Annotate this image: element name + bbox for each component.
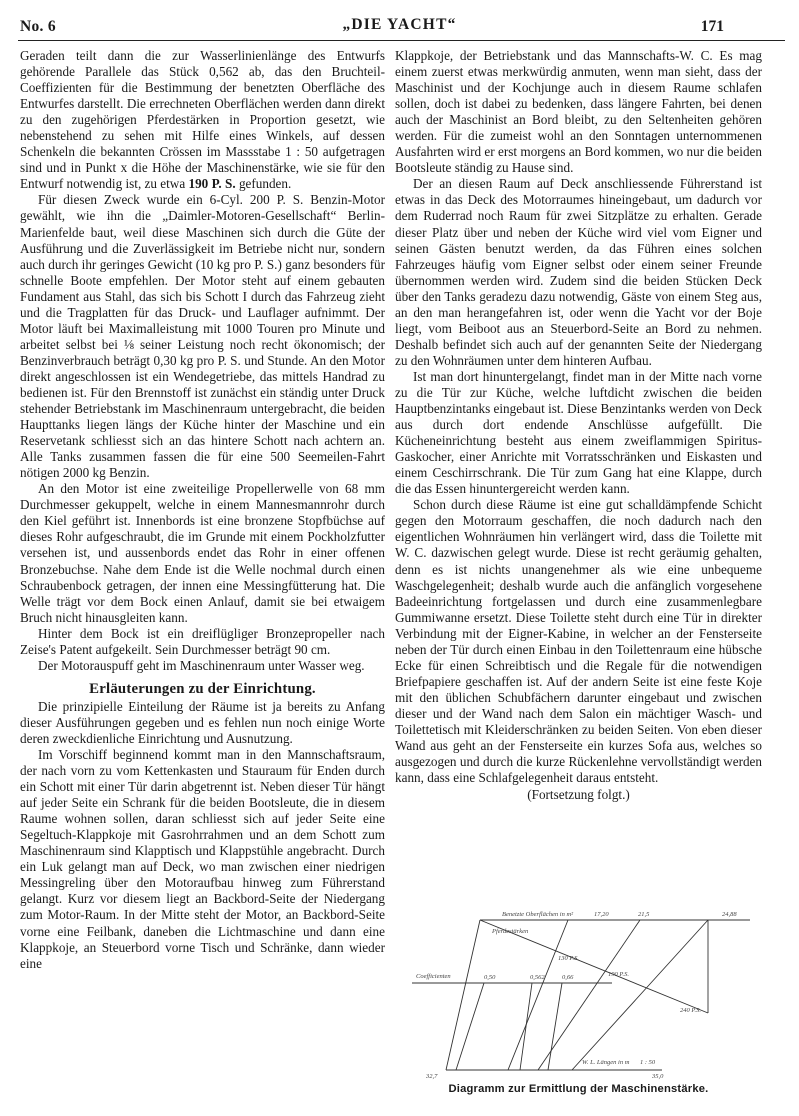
projection-line bbox=[520, 983, 532, 1070]
left-column bbox=[20, 48, 385, 972]
projection-line bbox=[548, 983, 562, 1070]
issue-number: No. 6 bbox=[20, 18, 56, 35]
paragraph: Klappkoje, der Betriebstank und das Mannschafts-W. C. Es mag einem zuerst etwas merkwürdig anmuten, wenn man sieht, dass der Maschinist und der Kochjunge auch in diesem Raume schlafen sollen, doch ist dabei zu bedenken, dass längere Fahrten, bei denen auch der Maschinist an Bord bleibt, zu den Seltenheiten gehören werden. Für die zumeist wohl an den Sonntagen unternommenen Ausfahrten wird er erst morgens an Bord kommen, wo nur die beiden Bootsleute ständig zu Hause sind. bbox=[395, 48, 762, 176]
paragraph: Der an diesen Raum auf Deck anschliessende Führerstand ist etwas in das Deck des Motorraumes hineingebaut, um dadurch vor dem Ruderrad noch Raum für zwei Sitzplätze zu erhalten. Gerade dieser Platz über und neben der Küche wird viel vom Eigner und seinen Gästen benutzt werden, da das Führen eines solchen Fahrzeuges häufig vom Eigner selbst oder einem seiner Freunde übernommen werden wird. Zudem sind die beiden Stücken Deck über den Tanks geradezu dazu notwendig, Gäste von einem Steg aus, an den man herangefahren ist, oder wenn die Yacht vor der Boje liegt, vom Beiboot aus an Steuerbord-Seite an Bord zu nehmen. Deshalb befindet sich auch auf der genannten Seite der Niedergang zu den Wohnräumen unter dem hinteren Aufbau. bbox=[395, 176, 762, 368]
diagonal-value: 130 P.S. bbox=[558, 955, 580, 962]
continuation-note: (Fortsetzung folgt.) bbox=[527, 787, 630, 803]
mid-value: 0,50 bbox=[484, 974, 496, 981]
top-value: 24,88 bbox=[722, 911, 737, 918]
top-axis-label: Benetzte Oberflächen in m² bbox=[502, 911, 574, 918]
right-column bbox=[395, 48, 762, 803]
top-value: 21,5 bbox=[638, 911, 650, 918]
diagonal-value: 190 P.S. bbox=[608, 971, 630, 978]
bottom-axis-label: W. L. Längen in m bbox=[582, 1059, 630, 1066]
section-heading: Erläuterungen zu der Einrichtung. bbox=[89, 680, 316, 697]
projection-line bbox=[456, 983, 484, 1070]
diagram-drawing bbox=[412, 900, 757, 1090]
mid-value: 0,562 bbox=[530, 974, 545, 981]
diagram-lines bbox=[412, 920, 750, 1070]
paragraph: Ist man dort hinuntergelangt, findet man in der Mitte nach vorne zu die Tür zur Küche, welche luftdicht zwischen die beiden Hauptbenzintanks eingebaut ist. Diese Benzintanks werden von Deck aus durch dort endende Anschlüsse aufgefüllt. Die Kücheneinrichtung besteht aus einem zweiflammigen Spiritus-Gaskocher, einer Anrichte mit Vorratsschränken und Eiskasten und einem Ceschirrschrank. Die Tür zum Gang hat eine Klappe, durch die das Essen hinuntergereicht werden kann. bbox=[395, 368, 762, 497]
paragraph bbox=[20, 48, 385, 192]
bottom-value: 35,0 bbox=[652, 1073, 664, 1080]
projection-line bbox=[508, 920, 568, 1070]
paragraph: Die prinzipielle Einteilung der Räume ist ja bereits zu Anfang dieser Ausführungen gegeben und es fehlen nun noch einige Worte deren zweckdienliche Einrichtung und Ausnutzung. bbox=[20, 698, 385, 746]
paragraph: An den Motor ist eine zweiteilige Propellerwelle von 68 mm Durchmesser gekuppelt, welche in einem Mannesmannrohr durch den Kiel geführt ist. Innenbords ist eine bronzene Stopfbüchse auf dieses Rohr aufgeschraubt, die im Grunde mit einem Pockholzfutter versehen ist, und aussenbords endet das Rohr in einer offenen Bronzebuchse. Nahe dem Ende ist die Welle nochmal durch einen Schraubenbock getragen, der innen eine Messingfütterung hat. Die Welle trägt vor dem Bock einen Anlauf, damit sie bei etwaigem Bruch nicht hinausgleiten kann. bbox=[20, 481, 385, 625]
journal-title: „DIE YACHT“ bbox=[342, 16, 457, 33]
top-value: 17,20 bbox=[594, 911, 609, 918]
bottom-scale-value: 1 : 50 bbox=[640, 1059, 656, 1066]
figure-caption: Diagramm zur Ermittlung der Maschinenstärke. bbox=[448, 1083, 709, 1095]
horsepower-result: 190 P. S. bbox=[188, 176, 236, 192]
projection-line bbox=[538, 920, 640, 1070]
paragraph: Im Vorschiff beginnend kommt man in den Mannschaftsraum, der nach vorn zu vom Kettenkasten und Stauraum für Enden durch ein Schott mit einer Tür darin abgetrennt ist. Neben dieser Tür hängt auf jeder Seite ein Schrank für die beiden Bootsleute, die in diesem Raume wohnen sollen, daran schliesst sich auf jeder Seite eine Segeltuch-Klappkoje mit Gasrohrrahmen und an dem Schott zum Maschinenraum sind Klapptisch und Klappstühle angebracht. Durch ein Luk gelangt man auf Deck, wo man zwischen einer niedrigen Messingreling über den Motoraufbau hinweg zum Führerstand gelangt. Kurz vor diesem liegt an Backbord-Seite der Niedergang zum Motor-Raum. In der Mitte steht der Motor, an Backbord-Seite vorne eine Feilbank, daneben die Lichtmaschine und dann eine Klappkoje, an Steuerbord vorne Tisch und Schränke, dann wieder eine bbox=[20, 747, 385, 971]
paragraph: Schon durch diese Räume ist eine gut schalldämpfende Schicht gegen den Motorraum geschaffen, die noch dadurch nach den eigentlichen Wohnräumen hin verlängert wird, dass die Toilette mit W. C. dazwischen gelegt wurde. Diese ist recht geräumig gehalten, denn es ist nichts unangenehmer als wie eine unbequeme Waschgelegenheit; deshalb wurde auch die anfänglich vorgesehene Badeeinrichtung fortgelassen und durch eine zusammenlegbare Gummiwanne ersetzt. Diese Toilette steht durch eine Tür in direkter Verbindung mit der Eigner-Kabine, in welcher an der Fensterseite neben der Tür durch einen Einbau in den Toilettenraum eine hübsche Ecke für einen Schreibtisch und die Regale für die notwendigen Briefpapiere geschaffen ist. Auf der andern Seite ist eine feste Koje mit den üblichen Schubfächern darunter eingebaut und zwischen dieser und der Wand nach dem Salon ein mächtiger Wasch- und Toilettetisch mit Kleiderschränken zu beiden Seiten. Von eben dieser Wand aus geht an der Fensterseite ein kurzes Sofa aus, welches so ausgezogen und durch die kurze Rückenlehne vervollständigt werden kann, dass eine Schlafgelegenheit daraus entsteht. bbox=[395, 497, 762, 786]
paragraph: Für diesen Zweck wurde ein 6-Cyl. 200 P. S. Benzin-Motor gewählt, wie ihn die „Daimler-Motoren-Gesellschaft“ Berlin-Marienfelde baut, weil diese Maschinen sich durch die Güte der Ausführung und die Zuverlässigkeit im Betriebe nicht nur, sondern auch durch ihr geringes Gewicht (10 kg pro P. S.) ganz besonders für schnelle Boote empfehlen. Der Motor steht auf einem gebauten Fundament aus Stahl, das sich bis Schott I durch das Fahrzeug zieht und die Tragplatten für das Druck- und Lauflager aufnimmt. Der Motor läuft bei Maximalleistung mit 1000 Touren pro Minute und arbeitet selbst bei ⅛ seiner Leistung noch recht ökonomisch; der Benzinverbrauch beträgt 0,30 kg pro P. S. und Stunde. An den Motor direkt angeschlossen ist ein Wendegetriebe, das mittels Handrad zu bedienen ist. Für den Brennstoff ist zunächst ein ständig unter Druck stehender Betriebstank im Maschinenraum untergebracht, die beiden Haupttanks liegen längs der Küche hinter der Maschine und ein Reservetank schliesst sich an das hintere Schott nach achtern an. Alle Tanks zusammen fassen die für eine 500 Seemeilen-Fahrt nötigen 2000 kg Benzin. bbox=[20, 192, 385, 481]
bottom-value: 32,7 bbox=[426, 1073, 438, 1080]
diagonal-value: 240 P.S. bbox=[680, 1007, 702, 1014]
paragraph: Der Motorauspuff geht im Maschinenraum unter Wasser weg. bbox=[38, 657, 365, 673]
header-rule bbox=[18, 40, 785, 41]
page-number: 171 bbox=[700, 18, 724, 35]
paragraph-text: gefunden. bbox=[235, 176, 292, 192]
mid-axis-label: Coefficienten bbox=[416, 973, 451, 980]
paragraph-text: Geraden teilt dann die zur Wasserlinienlänge des Entwurfs gehörende Parallele das Stück 0,562 ab, das den Bruchteil-Coeffizienten für die Bestimmung der benetzten Oberfläche des Entwurfes darstellt. Die errechneten Oberflächen werden dann direkt zu den zugehörigen Pferdestärken in Proportion gesetzt, wie nebenstehend zu sehen mit Hilfe eines Winkels, auf dessen Schenkeln die bekannten Crössen im Massstabe 1 : 50 aufgetragen sind und in Punkt x die Höhe der Maschinenstärke, wie sie für den Entwurf notwendig ist, zu etwa bbox=[20, 48, 385, 192]
paragraph: Hinter dem Bock ist ein dreiflügliger Bronzepropeller nach Zeise's Patent aufgekeilt. Sein Durchmesser beträgt 90 cm. bbox=[20, 625, 385, 657]
mid-value: 0,66 bbox=[562, 974, 574, 981]
projection-line bbox=[572, 920, 708, 1070]
horsepower-diagram bbox=[412, 900, 757, 1090]
diagonal-label: Pferdestärken bbox=[492, 928, 529, 935]
